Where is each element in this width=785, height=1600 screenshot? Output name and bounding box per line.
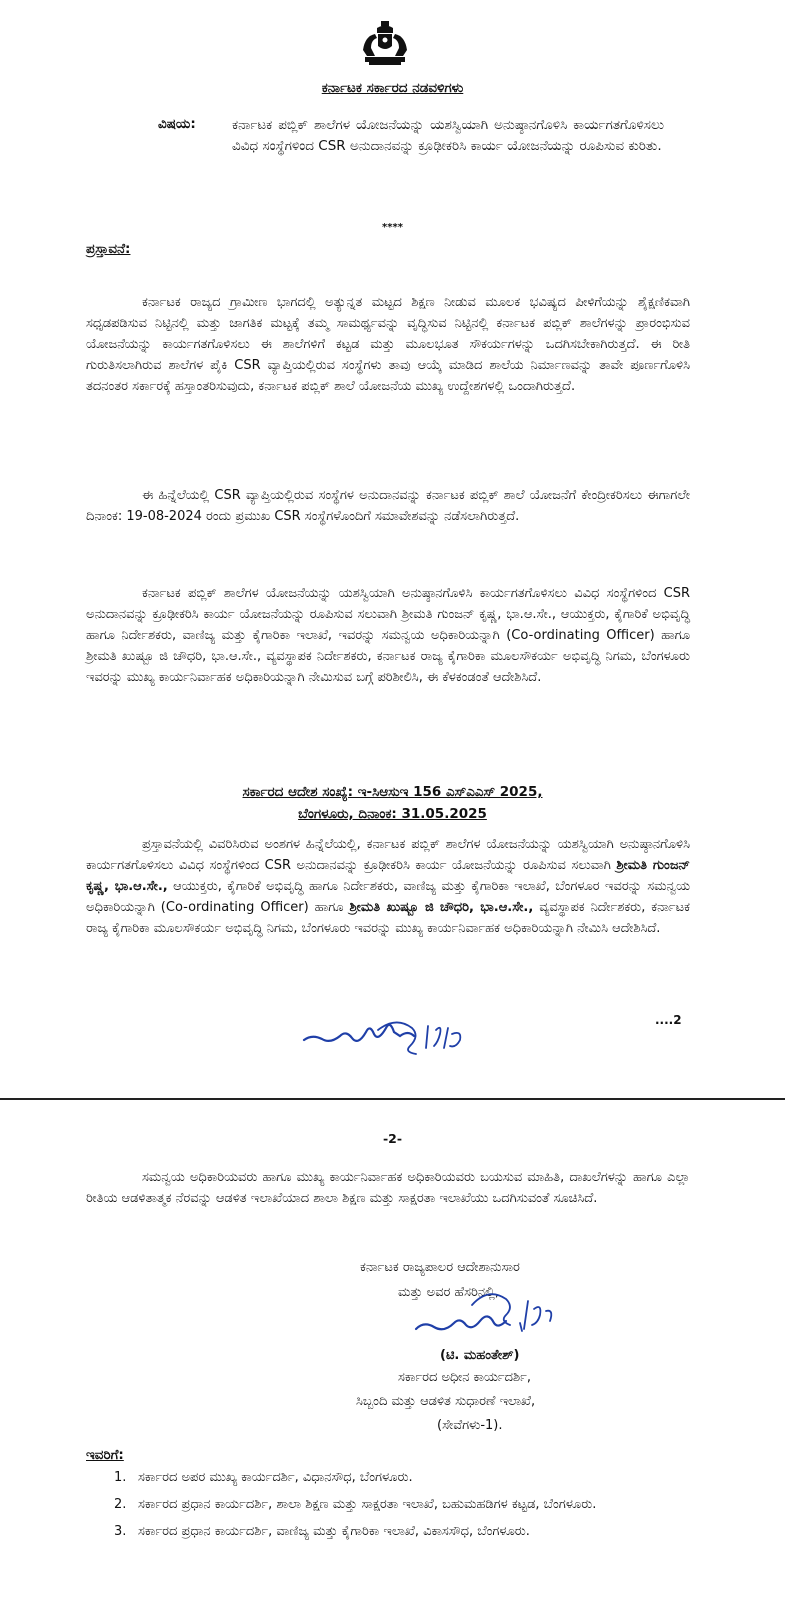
order-place-date: ಬೆಂಗಳೂರು, ದಿನಾಂಕ: 31.05.2025 <box>298 806 487 822</box>
preamble-paragraph-2: ಈ ಹಿನ್ನೆಲೆಯಲ್ಲಿ CSR ವ್ಯಾಪ್ತಿಯಲ್ಲಿರುವ ಸಂಸ್ಥೆಗಳ ಅನುದಾನವನ್ನು ಕರ್ನಾಟಕ ಪಬ್ಲಿಕ್ ಶಾಲೆ ಯೋಜನೆಗೆ ಕೇಂದ್ರೀಕರಿಸಲು ಈಗಾಗಲೇ ದಿನಾಂಕ: 19-08-2024 ರಂದು ಪ್ರಮುಖ CSR ಸಂಸ್ಥೆಗಳೊಂದಿಗೆ ಸಮಾವೇಶವನ್ನು ನಡೆಸಲಾಗಿರುತ್ತದೆ. <box>86 488 690 524</box>
recipient-item <box>86 1467 690 1488</box>
document-title: ಕರ್ನಾಟಕ ಸರ್ಕಾರದ ನಡವಳಿಗಳು <box>321 80 464 96</box>
signatory-department: ಸಿಬ್ಬಂದಿ ಮತ್ತು ಆಡಳಿತ ಸುಧಾರಣೆ ಇಲಾಖೆ, <box>356 1394 536 1409</box>
subject-label: ವಿಷಯ: <box>158 116 196 132</box>
signatory-name: (ಟಿ. ಮಹಂತೇಶ್) <box>440 1348 520 1363</box>
order-number: ಸರ್ಕಾರದ ಆದೇಶ ಸಂಖ್ಯೆ: ಇ-ಸಿಆಸುಇ 156 ಎಸ್‌ಎಎಸ್ 2025, <box>242 784 543 800</box>
recipient-text: ಸರ್ಕಾರದ ಅಪರ ಮುಖ್ಯ ಕಾರ್ಯದರ್ಶಿ, ವಿಧಾನಸೌಧ, ಬೆಂಗಳೂರು. <box>138 1470 413 1485</box>
section-separator: **** <box>382 222 403 233</box>
order-paragraph <box>86 834 690 939</box>
handwritten-signature-2 <box>410 1281 560 1351</box>
order-text-middle: ಆಯುಕ್ತರು, ಕೈಗಾರಿಕೆ ಅಭಿವೃದ್ಧಿ ಹಾಗೂ ನಿರ್ದೇಶಕರು, ವಾಣಿಜ್ಯ ಮತ್ತು ಕೈಗಾರಿಕಾ ಇಲಾಖೆ, ಬೆಂಗಳೂರ ಇವರನ್ನು ಸಮನ್ವಯ ಅಧಿಕಾರಿಯನ್ನಾಗಿ (Co-ordinating Officer) ಹಾಗೂ <box>86 879 690 915</box>
instruction-paragraph: ಸಮನ್ವಯ ಅಧಿಕಾರಿಯವರು ಹಾಗೂ ಮುಖ್ಯ ಕಾರ್ಯನಿರ್ವಾಹಕ ಅಧಿಕಾರಿಯವರು ಬಯಸುವ ಮಾಹಿತಿ, ದಾಖಲೆಗಳನ್ನು ಹಾಗೂ ಎಲ್ಲಾ ರೀತಿಯ ಆಡಳಿತಾತ್ಮಕ ನೆರವನ್ನು ಆಡಳಿತ ಇಲಾಖೆಯಾದ ಶಾಲಾ ಶಿಕ್ಷಣ ಮತ್ತು ಸಾಕ್ಷರತಾ ಇಲಾಖೆಯು ಒದಗಿಸುವಂತೆ ಸೂಚಿಸಿದೆ. <box>86 1170 690 1206</box>
preamble-paragraph-1: ಕರ್ನಾಟಕ ರಾಜ್ಯದ ಗ್ರಾಮೀಣ ಭಾಗದಲ್ಲಿ ಅತ್ಯುನ್ನತ ಮಟ್ಟದ ಶಿಕ್ಷಣ ನೀಡುವ ಮೂಲಕ ಭವಿಷ್ಯದ ಪೀಳಿಗೆಯನ್ನು ಶೈಕ್ಷಣಿಕವಾಗಿ ಸಧೃಡಪಡಿಸುವ ನಿಟ್ಟಿನಲ್ಲಿ ಮತ್ತು ಜಾಗತಿಕ ಮಟ್ಟಕ್ಕೆ ತಮ್ಮ ಸಾಮರ್ಥ್ಯವನ್ನು ವೃದ್ಧಿಸುವ ನಿಟ್ಟಿನಲ್ಲಿ ಕರ್ನಾಟಕ ಪಬ್ಲಿಕ್ ಶಾಲೆಗಳನ್ನು ಪ್ರಾರಂಭಿಸುವ ಯೋಜನೆಯನ್ನು ಕಾರ್ಯಗತಗೊಳಿಸಲು ಈ ಶಾಲೆಗಳಿಗೆ ಕಟ್ಟಡ ಮತ್ತು ಮೂಲಭೂತ ಸೌಕರ್ಯಗಳನ್ನು ಒದಗಿಸಬೇಕಾಗಿರುತ್ತದೆ. ಈ ರೀತಿ ಗುರುತಿಸಲಾಗಿರುವ ಶಾಲೆಗಳ ಪೈಕಿ CSR ವ್ಯಾಪ್ತಿಯಲ್ಲಿರುವ ಸಂಸ್ಥೆಗಳು ತಾವು ಆಯ್ಕೆ ಮಾಡಿದ ಶಾಲೆಯ ನಿರ್ಮಾಣವನ್ನು ತಾವೇ ಪೂರ್ಣಗೊಳಿಸಿ ತದನಂತರ ಸರ್ಕಾರಕ್ಕೆ ಹಸ್ತಾಂತರಿಸುವುದು, ಕರ್ನಾಟಕ ಪಬ್ಲಿಕ್ ಶಾಲೆ ಯೋಜನೆಯ ಮುಖ್ಯ ಉದ್ದೇಶಗಳಲ್ಲಿ ಒಂದಾಗಿರುತ್ತದೆ. <box>86 295 690 394</box>
recipients-label: ಇವರಿಗೆ: <box>86 1447 124 1463</box>
recipient-number: 3. <box>114 1524 127 1539</box>
recipient-item <box>86 1494 690 1515</box>
signatory-designation: ಸರ್ಕಾರದ ಅಧೀನ ಕಾರ್ಯದರ್ಶಿ, <box>398 1370 532 1385</box>
subject-text: ಕರ್ನಾಟಕ ಪಬ್ಲಿಕ್ ಶಾಲೆಗಳ ಯೋಜನೆಯನ್ನು ಯಶಸ್ವಿಯಾಗಿ ಅನುಷ್ಠಾನಗೊಳಿಸಿ ಕಾರ್ಯಗತಗೊಳಿಸಲು ವಿವಿಧ ಸಂಸ್ಥೆಗಳಿಂದ CSR ಅನುದಾನವನ್ನು ಕ್ರೂಢೀಕರಿಸಿ ಕಾರ್ಯ ಯೋಜನೆಯನ್ನು ರೂಪಿಸುವ ಕುರಿತು. <box>232 117 664 154</box>
recipient-text: ಸರ್ಕಾರದ ಪ್ರಧಾನ ಕಾರ್ಯದರ್ಶಿ, ಶಾಲಾ ಶಿಕ್ಷಣ ಮತ್ತು ಸಾಕ್ಷರತಾ ಇಲಾಖೆ, ಬಹುಮಹಡಿಗಳ ಕಟ್ಟಡ, ಬೆಂಗಳೂರು. <box>138 1497 597 1512</box>
governor-order-line: ಕರ್ನಾಟಕ ರಾಜ್ಯಪಾಲರ ಆದೇಶಾನುಸಾರ <box>360 1260 520 1275</box>
recipient-number: 2. <box>114 1497 127 1512</box>
preamble-paragraph-3: ಕರ್ನಾಟಕ ಪಬ್ಲಿಕ್ ಶಾಲೆಗಳ ಯೋಜನೆಯನ್ನು ಯಶಸ್ವಿಯಾಗಿ ಅನುಷ್ಠಾನಗೊಳಿಸಿ ಕಾರ್ಯಗತಗೊಳಿಸಲು ವಿವಿಧ ಸಂಸ್ಥೆಗಳಿಂದ CSR ಅನುದಾನವನ್ನು ಕ್ರೂಢೀಕರಿಸಿ ಕಾರ್ಯ ಯೋಜನೆಯನ್ನು ರೂಪಿಸುವ ಸಲುವಾಗಿ ಶ್ರೀಮತಿ ಗುಂಜನ್ ಕೃಷ್ಣ, ಭಾ.ಆ.ಸೇ., ಆಯುಕ್ತರು, ಕೈಗಾರಿಕೆ ಅಭಿವೃದ್ಧಿ ಹಾಗೂ ನಿರ್ದೇಶಕರು, ವಾಣಿಜ್ಯ ಮತ್ತು ಕೈಗಾರಿಕಾ ಇಲಾಖೆ, ಇವರನ್ನು ಸಮನ್ವಯ ಅಧಿಕಾರಿಯನ್ನಾಗಿ (Co-ordinating Officer) ಹಾಗೂ ಶ್ರೀಮತಿ ಖುಷ್ಬೂ ಜಿ ಚೌಧರಿ, ಭಾ.ಆ.ಸೇ., ವ್ಯವಸ್ಥಾಪಕ ನಿರ್ದೇಶಕರು, ಕರ್ನಾಟಕ ರಾಜ್ಯ ಕೈಗಾರಿಕಾ ಮೂಲಸೌಕರ್ಯ ಅಭಿವೃದ್ಧಿ ನಿಗಮ, ಬೆಂಗಳೂರು ಇವರನ್ನು ಮುಖ್ಯ ಕಾರ್ಯನಿರ್ವಾಹಕ ಅಧಿಕಾರಿಯನ್ನಾಗಿ ನೇಮಿಸುವ ಬಗ್ಗೆ ಪರಿಶೀಲಿಸಿ, ಈ ಕೆಳಕಂಡಂತೆ ಆದೇಶಿಸಿದೆ. <box>86 586 690 685</box>
page-continuation-marker: ....2 <box>655 1013 682 1027</box>
page-number: -2- <box>382 1131 403 1146</box>
order-text-start: ಪ್ರಸ್ತಾವನೆಯಲ್ಲಿ ವಿವರಿಸಿರುವ ಅಂಶಗಳ ಹಿನ್ನೆಲೆಯಲ್ಲಿ, ಕರ್ನಾಟಕ ಪಬ್ಲಿಕ್ ಶಾಲೆಗಳ ಯೋಜನೆಯನ್ನು ಯಶಸ್ವಿಯಾಗಿ ಅನುಷ್ಠಾನಗೊಳಿಸಿ ಕಾರ್ಯಗತಗೊಳಿಸಲು ವಿವಿಧ ಸಂಸ್ಥೆಗಳಿಂದ CSR ಅನುದಾನವನ್ನು ಕ್ರೂಢೀಕರಿಸಿ ಕಾರ್ಯ ಯೋಜನೆಯನ್ನು ರೂಪಿಸುವ ಸಲುವಾಗಿ <box>86 837 690 873</box>
signatory-section: (ಸೇವೆಗಳು-1). <box>437 1418 503 1433</box>
coordinating-officer-name: ಶ್ರೀಮತಿ ಗುಂಜನ್ ಕೃಷ್ಣ, ಭಾ.ಆ.ಸೇ., <box>86 858 690 894</box>
recipient-text: ಸರ್ಕಾರದ ಪ್ರಧಾನ ಕಾರ್ಯದರ್ಶಿ, ವಾಣಿಜ್ಯ ಮತ್ತು ಕೈಗಾರಿಕಾ ಇಲಾಖೆ, ವಿಕಾಸಸೌಧ, ಬೆಂಗಳೂರು. <box>138 1524 530 1539</box>
preamble-heading: ಪ್ರಸ್ತಾವನೆ: <box>86 241 131 257</box>
recipients-list <box>86 1467 690 1548</box>
ceo-name: ಶ್ರೀಮತಿ ಖುಷ್ಬೂ ಜಿ ಚೌಧರಿ, ಭಾ.ಆ.ಸೇ., <box>349 900 534 915</box>
governor-name-line: ಮತ್ತು ಅವರ ಹೆಸರಿನಲ್ಲಿ, <box>398 1285 500 1300</box>
recipient-item <box>86 1521 690 1542</box>
recipient-number: 1. <box>114 1470 127 1485</box>
state-emblem-icon <box>357 20 413 66</box>
handwritten-signature-1 <box>300 1006 480 1058</box>
order-text-end: ವ್ಯವಸ್ಥಾಪಕ ನಿರ್ದೇಶಕರು, ಕರ್ನಾಟಕ ರಾಜ್ಯ ಕೈಗಾರಿಕಾ ಮೂಲಸೌಕರ್ಯ ಅಭಿವೃದ್ಧಿ ನಿಗಮ, ಬೆಂಗಳೂರು ಇವರನ್ನು ಮುಖ್ಯ ಕಾರ್ಯನಿರ್ವಾಹಕ ಅಧಿಕಾರಿಯನ್ನಾಗಿ ನೇಮಿಸಿ ಆದೇಶಿಸಿದೆ. <box>86 900 690 936</box>
